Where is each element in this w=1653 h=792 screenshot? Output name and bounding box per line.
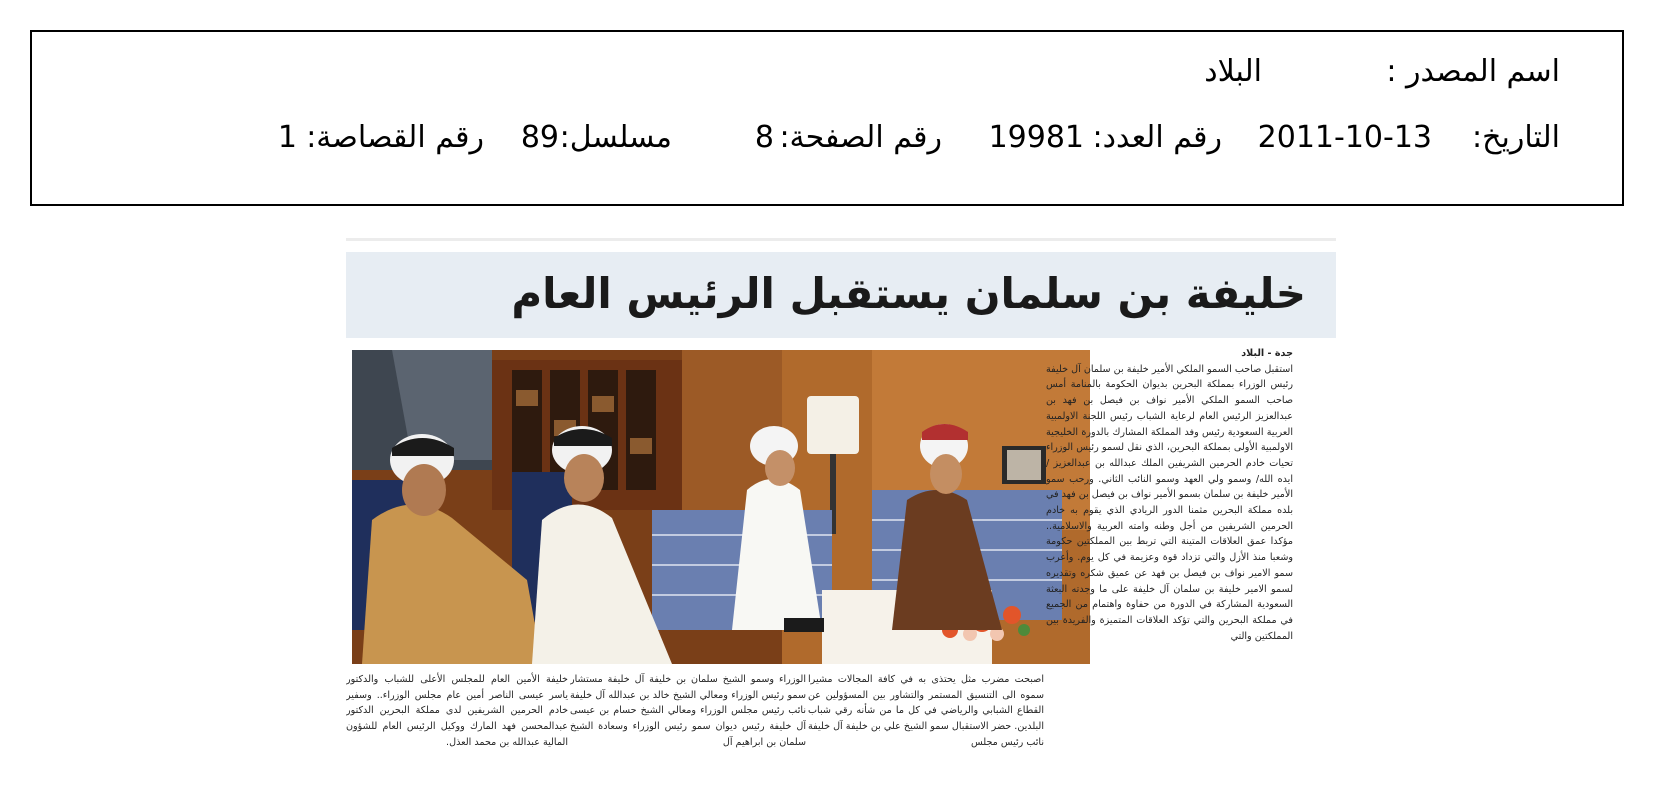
page-label: رقم الصفحة: <box>779 120 942 155</box>
clipping-metadata-box <box>30 30 1624 206</box>
issue-value: 19981 <box>988 120 1084 155</box>
clip-top-rule <box>346 238 1336 241</box>
article-dateline: جدة - البلاد <box>1241 348 1293 359</box>
headline-band <box>346 252 1336 338</box>
article-column-2: اصبحت مضرب مثل يحتذى به في كافة المجالات مشيرا سموه الى التنسيق المستمر والتشاور بين المسؤولين عن القطاع الشبابي والرياضي في كل ما من شأنه رقي شباب البلدين. حضر الاستقبال سمو الشيخ علي بن خليفة آل خليفة نائب رئيس مجلس <box>808 674 1044 748</box>
serial-label: مسلسل: <box>559 120 672 155</box>
article-body-column-1: استقبل صاحب السمو الملكي الأمير خليفة بن سلمان آل خليفة رئيس الوزراء بمملكة البحرين بديوان الحكومة بالمنامة أمس صاحب السمو الملكي الأمير نواف بن فيصل بن فهد بن عبدالعزيز الرئيس العام لرعاية الشباب رئيس اللجنة الاولمبية العربية السعودية رئيس وفد المملكة المشارك بالدورة الخليجية الاولمبية الأولى بمملكة البحرين، الذي نقل لسمو رئيس الوزراء تحيات خادم الحرمين الشريفين الملك عبدالله بن عبدالعزيز /ايده الله/ وسمو ولي العهد وسمو النائب الثاني. ورحب سمو الأمير خليفة بن سلمان بسمو الأمير نواف بن فيصل بن فهد في بلده مملكة البحرين مثمنا الدور الريادي الذي يقوم به خادم الحرمين الشريفين من أجل وطنه وامته العربية والاسلامية.. مؤكدا عمق العلاقات المتينة التي تربط بين المملكتين حكومة وشعبا منذ الأزل والتي تزداد قوة وعزيمة في كل يوم. وأعرب سمو الامير نواف بن فيصل بن فهد عن عميق شكره وتقديره لسمو الامير خليفة بن سلمان آل خليفة على ما وجدته البعثة السعودية المشاركة في الدورة من حفاوة واهتمام من الجميع في مملكة البحرين والتي تؤكد العلاقات المتميزة والفريدة بين المملكتين والتي <box>1046 363 1293 642</box>
source-label: اسم المصدر : <box>1386 54 1560 89</box>
date-value: 2011-10-13 <box>1257 120 1432 155</box>
clip-value: 1 <box>277 120 297 155</box>
date-label: التاريخ: <box>1472 120 1560 155</box>
serial-value: 89 <box>520 120 559 155</box>
source-value: البلاد <box>1204 54 1262 89</box>
details-row <box>32 118 1622 158</box>
article-photo <box>352 350 1090 664</box>
article-column-4: خليفة الأمين العام للمجلس الأعلى للشباب والدكتور ياسر عيسى الناصر أمين عام مجلس الوزراء.. وسفير خادم الحرمين الشريفين لدى مملكة البحرين الدكتور عبدالمحسن فهد المارك ووكيل الرئيس العام للشؤون المالية عبدالله بن محمد العذل. <box>346 674 568 748</box>
article-headline: خليفة بن سلمان يستقبل الرئيس العام <box>511 269 1306 318</box>
issue-label: رقم العدد: <box>1092 120 1222 155</box>
source-row <box>32 52 1622 92</box>
clip-label: رقم القصاصة: <box>306 120 484 155</box>
article-column-right <box>1046 346 1293 726</box>
page-value: 8 <box>754 120 774 155</box>
article-column-3: الوزراء وسمو الشيخ سلمان بن خليفة آل خليفة مستشار سمو رئيس الوزراء ومعالي الشيخ خالد بن عبدالله آل خليفة نائب رئيس مجلس الوزراء ومعالي الشيخ حسام بن عيسى آل خليفة رئيس ديوان سمو رئيس الوزراء وسعادة الشيخ سلمان بن ابراهيم آل <box>570 674 806 748</box>
newspaper-clipping <box>346 238 1336 784</box>
